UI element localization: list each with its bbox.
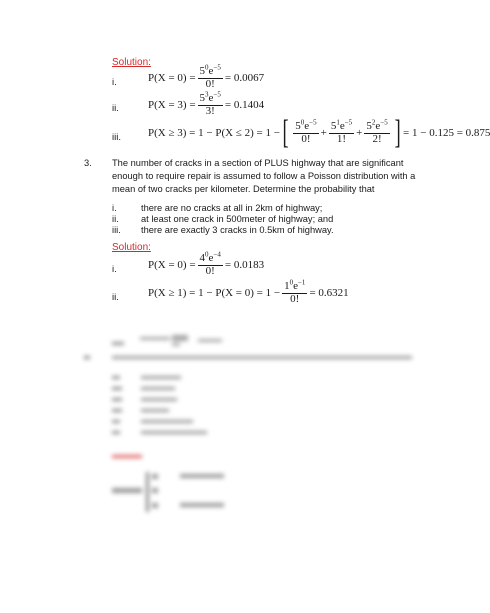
- q3-item-iii-text: there are exactly 3 cracks in 0.5km of highway.: [141, 225, 334, 235]
- q3-part-ii-label: ii.: [112, 292, 119, 303]
- blurred-content-shapes: [0, 330, 474, 530]
- q3-part-i-equation: P(X = 0) = $\frac{4^0e^{-4}}{0!}$ = 0.0183: [148, 250, 265, 277]
- equation-result: = 0.0067: [224, 72, 265, 85]
- q3-item-i-label: i.: [112, 203, 117, 213]
- q2-part-iii-equation: P(X ≥ 3) = 1 − P(X ≤ 2) = 1 − [ $\frac{5^0e^{-5}}{0!}$ + $\frac{5^1e^{-5}}{1!}$ + $\frac{5^2e^{-5}}{2!}$ ] = 1 − 0.125 = 0.875: [148, 114, 490, 151]
- q3-part-i-label: i.: [112, 264, 117, 275]
- q3-text: The number of cracks in a section of PLUS highway that are significant enough to require repair is assumed to follow a Poisson distribution with a mean of two cracks per kilometer. Determine the probability that: [112, 158, 416, 194]
- q3-item-i-text: there are no cracks at all in 2km of highway;: [141, 203, 323, 213]
- blurred-preview-region: [0, 330, 474, 530]
- equation-lhs: P(X = 0) =: [148, 72, 196, 85]
- fraction: $\frac{5^0e^{-5}}{0!}$: [199, 63, 221, 90]
- q2-part-i-label: i.: [112, 77, 117, 88]
- q3-part-ii-equation: P(X ≥ 1) = 1 − P(X = 0) = 1 − $\frac{1^0e^{-1}}{0!}$ = 0.6321: [148, 278, 349, 305]
- q3-number: 3.: [84, 158, 92, 168]
- q2-part-ii-equation: P(X = 3) = $\frac{5^3e^{-5}}{3!}$ = 0.1404: [148, 90, 265, 117]
- q2-part-iii-label: iii.: [112, 132, 121, 143]
- q2-part-i-equation: [148, 63, 265, 90]
- q2-part-ii-label: ii.: [112, 103, 119, 114]
- q3-item-ii-label: ii.: [112, 214, 119, 224]
- q3-item-iii-label: iii.: [112, 225, 121, 235]
- q3-solution-label: Solution:: [112, 242, 151, 253]
- q2-solution-label: Solution:: [112, 57, 151, 68]
- q3-item-ii-text: at least one crack in 500meter of highway; and: [141, 214, 334, 224]
